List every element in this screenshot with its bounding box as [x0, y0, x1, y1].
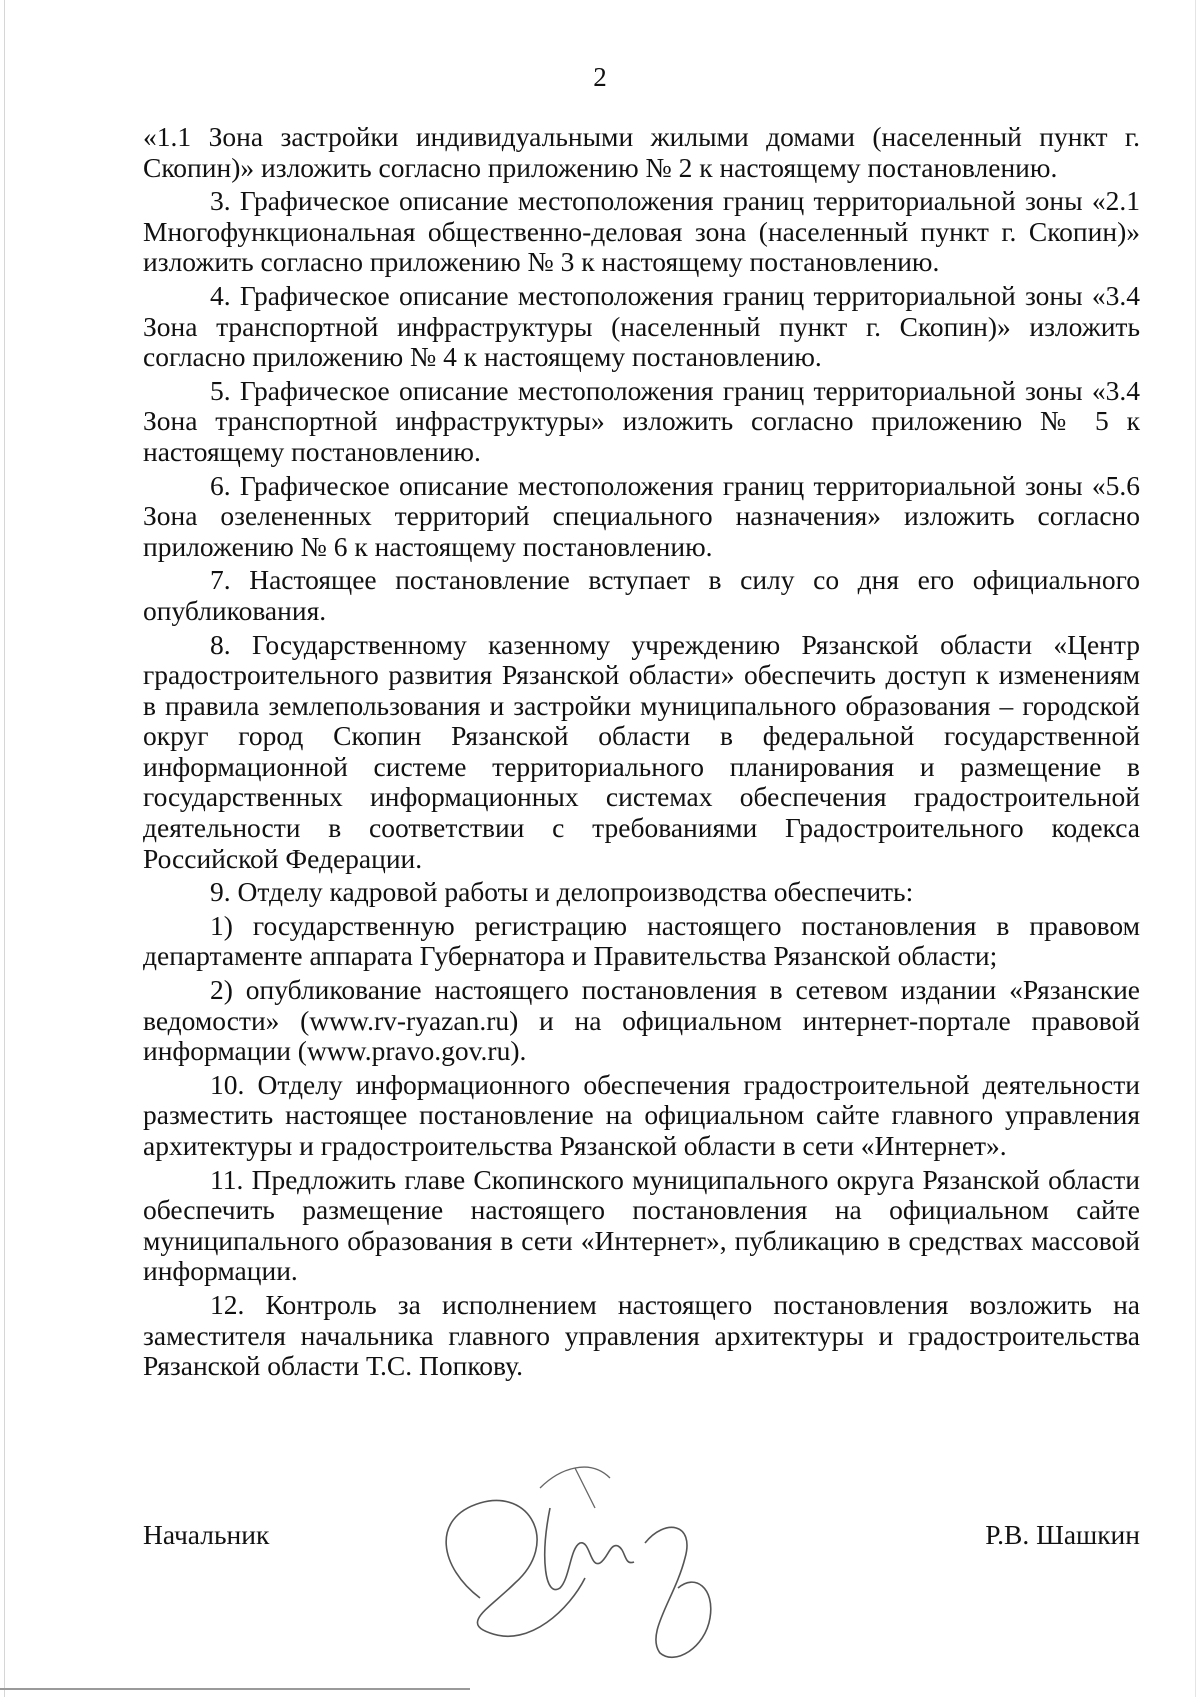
- paragraph-item-9-1: 1) государственную регистрацию настоящего постановления в правовом департаменте аппарата Губернатора и Правительства Рязанской области;: [143, 909, 1140, 972]
- paragraph-zone-1-1: «1.1 Зона застройки индивидуальными жилыми домами (населенный пункт г. Скопин)» изложить согласно приложению № 2 к настоящему постановлению.: [143, 121, 1140, 183]
- paragraph-item-4: 4. Графическое описание местоположения границ территориальной зоны «3.4 Зона транспортной инфраструктуры (населенный пункт г. Скопин)» изложить согласно приложению № 4 к настоящему постановлению.: [143, 279, 1140, 373]
- paragraph-item-9: 9. Отделу кадровой работы и делопроизводства обеспечить:: [210, 876, 914, 908]
- scan-bottom-rule: [0, 1688, 470, 1690]
- signer-name: Р.В. Шашкин: [985, 1519, 1140, 1550]
- paragraph-item-8: 8. Государственному казенному учреждению Рязанской области «Центр градостроительного развития Рязанской области» обеспечить доступ к изменениям в правила землепользования и застройки муниципального образования – городской округ город Скопин Рязанской области в федеральной государственной информационной системе территориального планирования и размещение в государственных информационных системах обеспечения градостроительной деятельности в соответствии с требованиями Градостроительного кодекса Российской Федерации.: [143, 628, 1140, 874]
- signer-title: Начальник: [143, 1519, 270, 1550]
- paragraph-item-9-2: 2) опубликование настоящего постановления в сетевом издании «Рязанские ведомости» (www.rv-ryazan.ru) и на официальном интернет-портале правовой информации (www.pravo.gov.ru).: [143, 974, 1140, 1067]
- paragraph-item-6: 6. Графическое описание местоположения границ территориальной зоны «5.6 Зона озелененных территорий специального назначения» изложить согласно приложению № 6 к настоящему постановлению.: [143, 469, 1140, 562]
- document-body: [143, 122, 1140, 1382]
- paragraph-item-3: 3. Графическое описание местоположения границ территориальной зоны «2.1 Многофункциональная общественно-деловая зона (населенный пункт г. Скопин)» изложить согласно приложению № 3 к настоящему постановлению.: [143, 185, 1140, 278]
- page-number: 2: [593, 62, 607, 92]
- paragraph-item-10: 10. Отделу информационного обеспечения градостроительной деятельности разместить настоящее постановление на официальном сайте главного управления архитектуры и градостроительства Рязанской области в сети «Интернет».: [143, 1068, 1140, 1161]
- paragraph-item-12: 12. Контроль за исполнением настоящего постановления возложить на заместителя начальника главного управления архитектуры и градостроительства Рязанской области Т.С. Попкову.: [143, 1288, 1140, 1382]
- scan-edge-left: [4, 0, 5, 1697]
- paragraph-item-7: 7. Настоящее постановление вступает в силу со дня его официального опубликования.: [143, 564, 1140, 626]
- scan-edge-right: [1195, 0, 1196, 1697]
- paragraph-item-5: 5. Графическое описание местоположения границ территориальной зоны «3.4 Зона транспортной инфраструктуры» изложить согласно приложению № 5 к настоящему постановлению.: [143, 374, 1140, 467]
- paragraph-item-11: 11. Предложить главе Скопинского муниципального округа Рязанской области обеспечить размещение настоящего постановления на официальном сайте муниципального образования в сети «Интернет», публикацию в средствах массовой информации.: [143, 1163, 1140, 1287]
- handwritten-signature: [420, 1448, 760, 1668]
